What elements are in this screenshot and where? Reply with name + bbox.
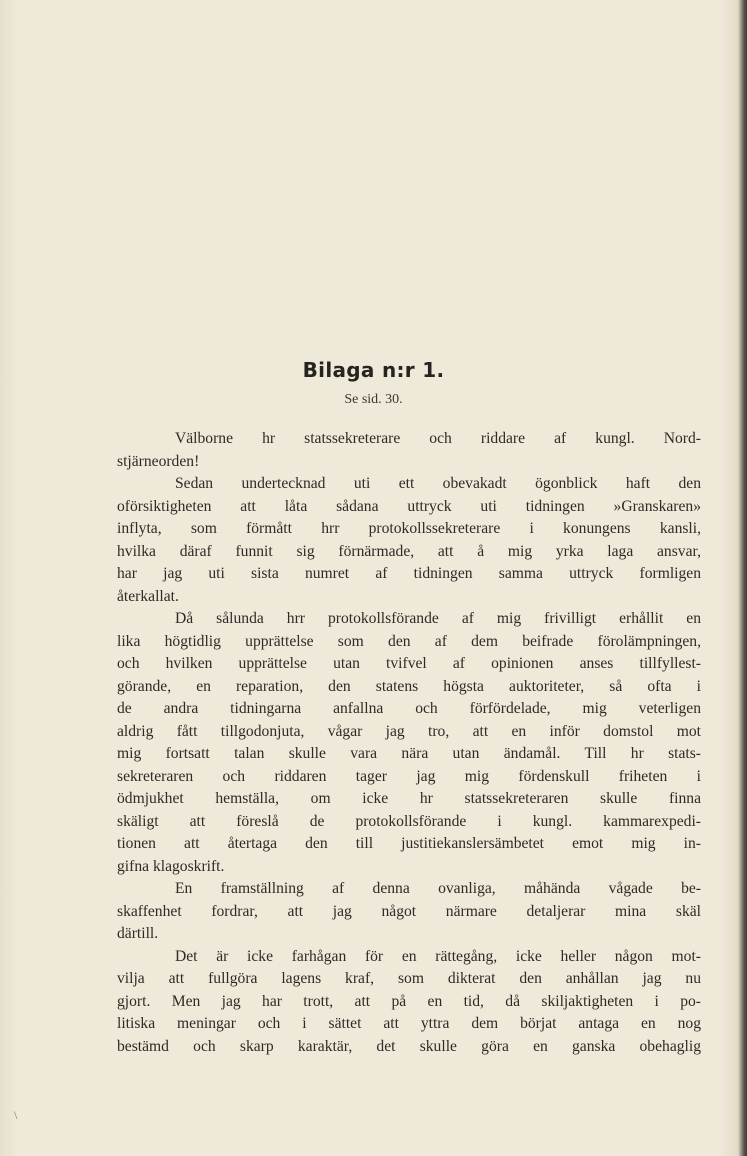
page-reference: Se sid. 30.: [344, 392, 403, 407]
text-line: vilja att fullgöra lagens kraf, som dikterat den anhållan jag nu: [117, 970, 701, 987]
text-line: tionen att återtaga den till justitiekanslersämbetet emot mig in-: [117, 835, 701, 852]
text-line: de andra tidningarna anfallna och förfördelade, mig veterligen: [117, 700, 701, 717]
text-line: stjärneorden!: [117, 452, 200, 470]
text-line: hvilka däraf funnit sig förnärmade, att å mig yrka laga ansvar,: [117, 542, 701, 560]
text-line: ödmjukhet hemställa, om icke hr statssekreteraren skulle finna: [117, 790, 701, 807]
text-line: Det är icke farhågan för en rättegång, icke heller någon mot-: [175, 947, 701, 965]
text-line: Sedan undertecknad uti ett obevakadt ögonblick haft den: [175, 475, 701, 492]
text-line: Välborne hr statssekreterare och riddare af kungl. Nord-: [175, 430, 701, 447]
text-line: lika högtidlig upprättelse som den af dem beifrade förolämpningen,: [117, 632, 701, 650]
text-line: har jag uti sista numret af tidningen samma uttryck formligen: [117, 565, 701, 582]
text-line: sekreteraren och riddaren tager jag mig fördenskull friheten i: [117, 767, 701, 785]
text-line: En framställning af denna ovanliga, måhända vågade be-: [175, 880, 701, 897]
text-line: och hvilken upprättelse utan tvifvel af opinionen anses tillfyllest-: [117, 655, 701, 672]
text-line: mig fortsatt talan skulle vara nära utan ändamål. Till hr stats-: [117, 745, 701, 762]
text-line: återkallat.: [117, 587, 179, 605]
text-line: gjort. Men jag har trott, att på en tid, då skiljaktigheten i po-: [117, 992, 701, 1010]
text-line: inflyta, som förmått hrr protokollssekreterare i konungens kansli,: [117, 520, 701, 537]
text-line: aldrig fått tillgodonjuta, vågar jag tro, att en inför domstol mot: [117, 722, 701, 740]
text-line: Då sålunda hrr protokollsförande af mig frivilligt erhållit en: [175, 610, 701, 627]
text-line: litiska meningar och i sättet att yttra dem börjat antaga en nog: [117, 1015, 701, 1032]
text-line: oförsiktigheten att låta sådana uttryck uti tidningen »Granskaren»: [117, 497, 701, 515]
text-line: därtill.: [117, 925, 159, 942]
letter-body: [117, 428, 701, 1058]
appendix-heading: Bilaga n:r 1.: [302, 358, 445, 382]
margin-mark: \: [14, 1108, 18, 1122]
text-line: skäligt att föreslå de protokollsförande i kungl. kammarexpedi-: [117, 812, 701, 830]
text-line: skaffenhet fordrar, att jag något närmare detaljerar mina skäl: [117, 902, 701, 920]
text-line: bestämd och skarp karaktär, det skulle göra en ganska obehaglig: [117, 1037, 701, 1055]
text-line: görande, en reparation, den statens högsta auktoriteter, så ofta i: [117, 677, 701, 695]
text-line: gifna klagoskrift.: [117, 857, 225, 875]
